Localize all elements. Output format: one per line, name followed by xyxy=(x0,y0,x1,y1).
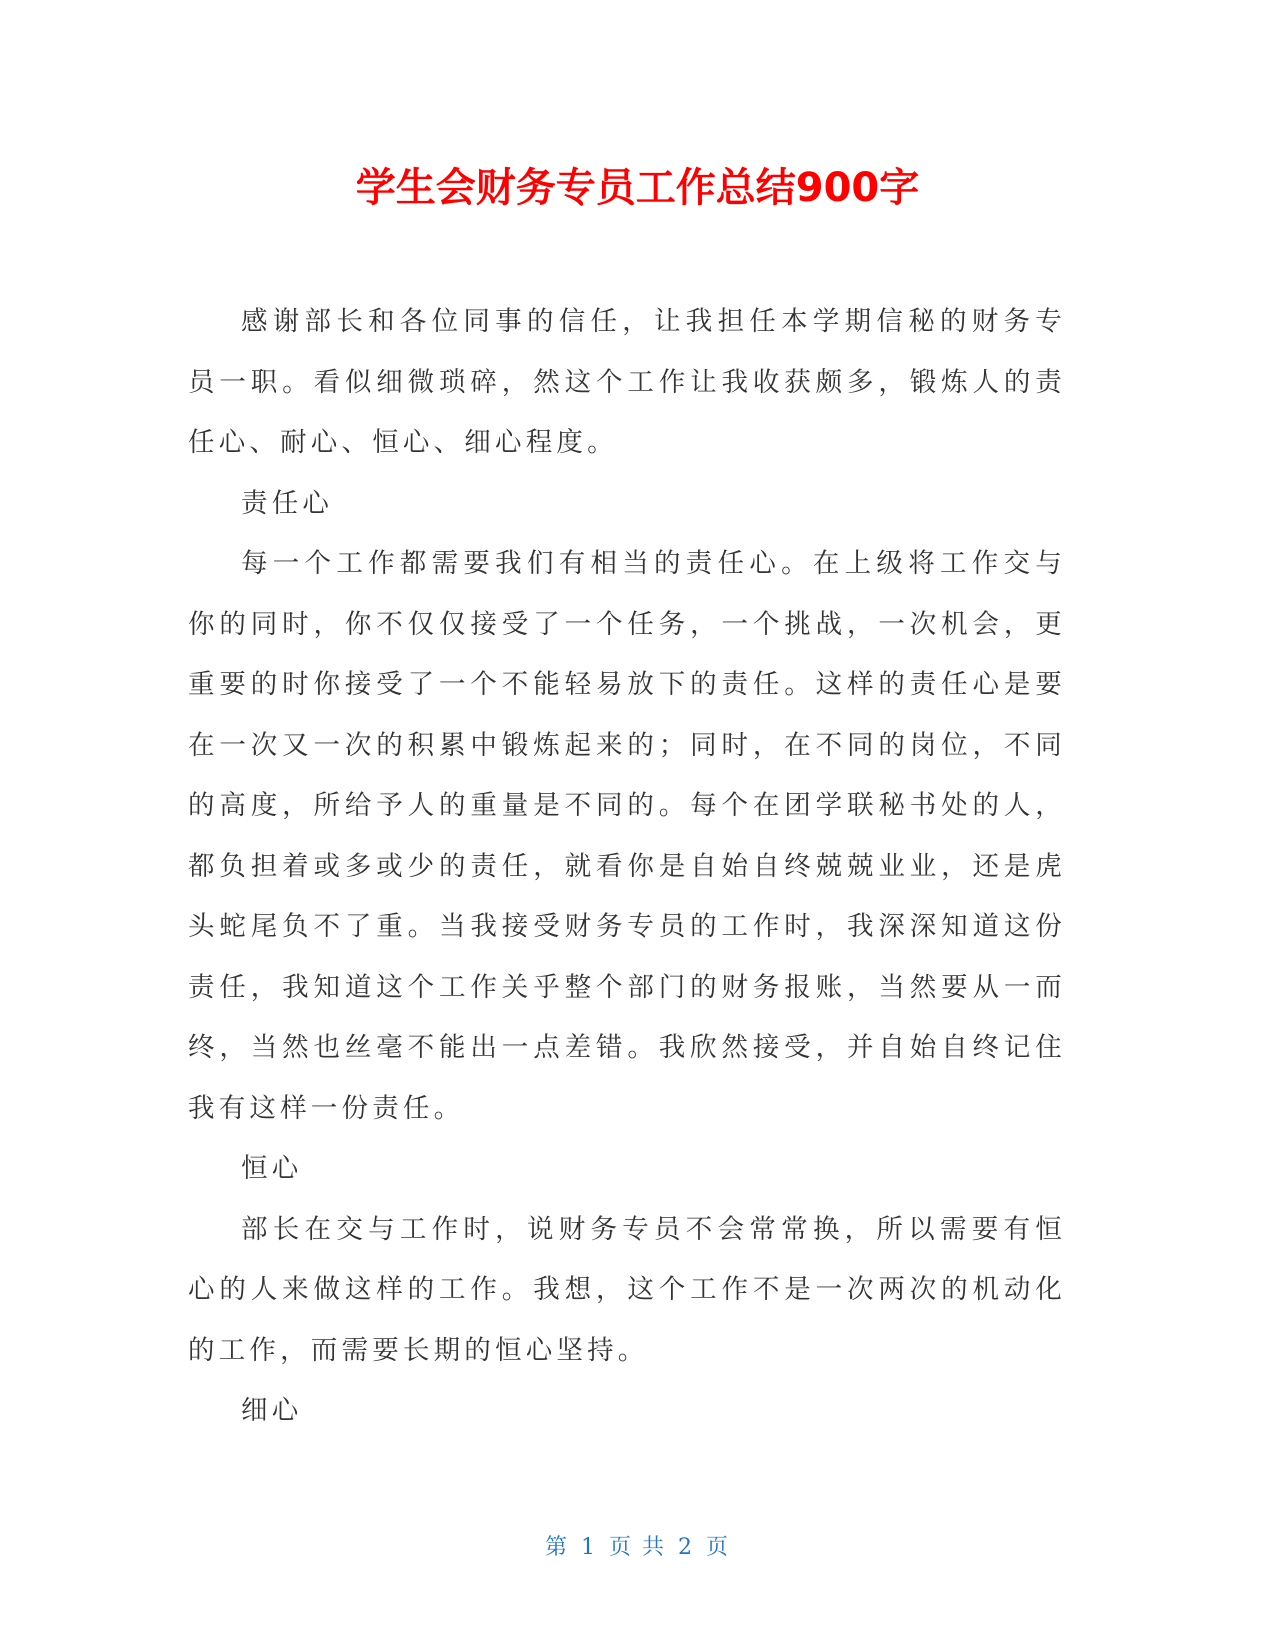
page-label-suffix: 页 xyxy=(706,1535,731,1560)
section-heading-carefulness: 细心 xyxy=(241,1395,303,1426)
current-page-number: 1 xyxy=(581,1535,597,1560)
paragraph-responsibility: 每一个工作都需要我们有相当的责任心。在上级将工作交与你的同时，你不仅仅接受了一个任务，一个挑战，一次机会，更重要的时你接受了一个不能轻易放下的责任。这样的责任心是要在一次又一次的积累中锻炼起来的；同时，在不同的岗位，不同的高度，所给予人的重量是不同的。每个在团学联秘书处的人，都负担着或多或少的责任，就看你是自始自终兢兢业业，还是虎头蛇尾负不了重。当我接受财务专员的工作时，我深深知道这份责任，我知道这个工作关乎整个部门的财务报账，当然要从一而终，当然也丝毫不能出一点差错。我欣然接受，并自始自终记住我有这样一份责任。 xyxy=(188,548,1066,1124)
page-label-prefix: 第 xyxy=(544,1535,569,1560)
page-footer xyxy=(0,1530,1275,1561)
document-title: 学生会财务专员工作总结900字 xyxy=(355,165,920,211)
paragraph-perseverance: 部长在交与工作时，说财务专员不会常常换，所以需要有恒心的人来做这样的工作。我想，这个工作不是一次两次的机动化的工作，而需要长期的恒心坚持。 xyxy=(188,1213,1066,1366)
section-heading-responsibility: 责任心 xyxy=(241,487,334,519)
paragraph-intro: 感谢部长和各位同事的信任，让我担任本学期信秘的财务专员一职。看似细微琐碎，然这个工作让我收获颇多，锻炼人的责任心、耐心、恒心、细心程度。 xyxy=(188,306,1066,458)
total-pages-number: 2 xyxy=(678,1535,694,1560)
document-body xyxy=(188,292,1066,1442)
section-heading-perseverance: 恒心 xyxy=(241,1153,303,1184)
page-label-mid: 页 共 xyxy=(609,1535,666,1560)
